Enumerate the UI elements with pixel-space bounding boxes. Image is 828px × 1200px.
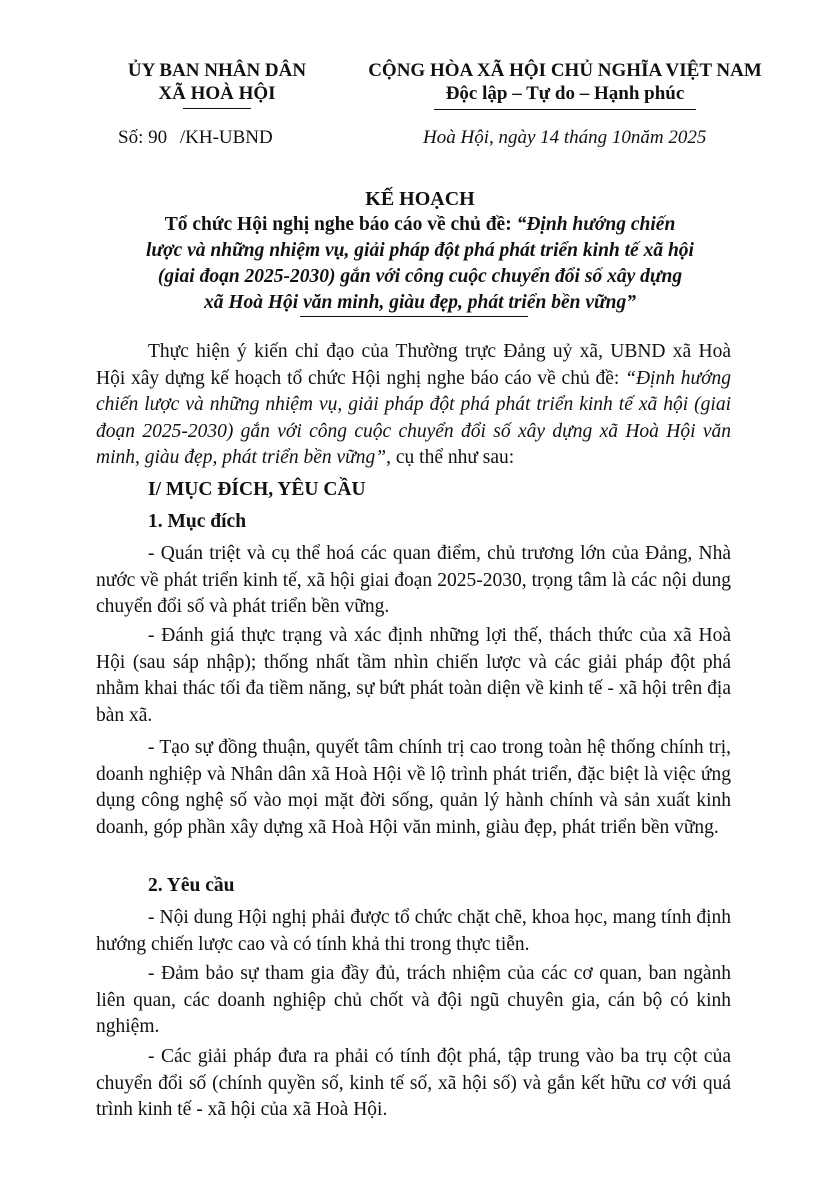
purpose-item-2: - Đánh giá thực trạng và xác định những lợi thế, thách thức của xã Hoà Hội (sau sáp nhập); thống nhất tầm nhìn chiến lược và các giải pháp đột phá nhằm khai thác tối đa tiềm năng, sự bứt phát toàn diện về kinh tế - xã hội trên địa bàn xã. (96, 625, 731, 726)
intro-topic: “Định hướng chiến lược và những nhiệm vụ, giải pháp đột phá phát triển kinh tế xã hội (giai đoạn 2025-2030) gắn với công cuộc chuyển đổi số xây dựng xã Hoà Hội văn minh, giàu đẹp, phát triển bền vững” (96, 367, 732, 468)
title-line-1 (100, 212, 740, 238)
requirement-item-1: - Nội dung Hội nghị phải được tổ chức chặt chẽ, khoa học, mang tính định hướng chiến lược cao và có tính khả thi trong thực tiễn. (96, 907, 731, 955)
title-line-2-text: lược và những nhiệm vụ, giải pháp đột phá phát triển kinh tế xã hội (146, 240, 694, 261)
requirement-item-3: - Các giải pháp đưa ra phải có tính đột phá, tập trung vào ba trụ cột của chuyển đổi số (chính quyền số, kinh tế số, xã hội số) và gắn kết hữu cơ với quá trình kinh tế - xã hội của xã Hoà Hội. (96, 1046, 731, 1120)
intro-paragraph (96, 339, 731, 472)
title-line-3 (100, 264, 740, 290)
title-line-4-text: xã Hoà Hội văn minh, giàu đẹp, phát triển bền vững” (203, 292, 637, 313)
title-underline (300, 316, 528, 317)
document-number (118, 127, 273, 149)
title-line-2 (100, 238, 740, 264)
title-line-4 (100, 290, 740, 316)
title-line-1-italic: “Định hướng chiến (516, 214, 676, 235)
national-motto: Độc lập – Tự do – Hạnh phúc (445, 83, 685, 104)
section-heading: I/ MỤC ĐÍCH, YÊU CẦU (148, 479, 366, 500)
number-symbol: /KH-UBND (179, 127, 273, 148)
issuer-underline (183, 108, 251, 109)
intro-plain-start: Thực hiện ý kiến chỉ đạo của Thường trực Đảng uỷ xã, UBND xã Hoà Hội xây dựng kế hoạch tổ chức Hội nghị nghe báo cáo về chủ đề: (96, 341, 731, 389)
place-date: Hoà Hội, ngày 14 tháng 10năm 2025 (423, 127, 707, 148)
subsection-requirements-heading: 2. Yêu cầu (148, 875, 235, 896)
motto-underline (434, 109, 696, 110)
issuer-name: ỦY BAN NHÂN DÂN (127, 60, 307, 81)
document-title (100, 186, 740, 316)
issuer-commune: XÃ HOÀ HỘI (158, 83, 276, 104)
number-value: 90 (148, 127, 168, 148)
requirement-item-2: - Đảm bảo sự tham gia đầy đủ, trách nhiệm của các cơ quan, ban ngành liên quan, các doanh nghiệp chủ chốt và đội ngũ chuyên gia, cán bộ có kinh nghiệm. (96, 963, 731, 1037)
national-title: CỘNG HÒA XÃ HỘI CHỦ NGHĨA VIỆT NAM (368, 60, 762, 81)
title-line-1-plain: Tổ chức Hội nghị nghe báo cáo về chủ đề: (164, 214, 517, 235)
title-line-3-text: (giai đoạn 2025-2030) gắn với công cuộc chuyển đổi số xây dựng (157, 266, 683, 287)
number-label: Số: (118, 127, 144, 148)
purpose-item-1: - Quán triệt và cụ thể hoá các quan điểm, chủ trương lớn của Đảng, Nhà nước về phát triển kinh tế, xã hội giai đoạn 2025-2030, trọng tâm là các nội dung chuyển đổi số và phát triển bền vững. (96, 543, 731, 617)
document-type: KẾ HOẠCH (365, 188, 475, 210)
purpose-item-3: - Tạo sự đồng thuận, quyết tâm chính trị cao trong toàn hệ thống chính trị, doanh nghiệp và Nhân dân xã Hoà Hội về lộ trình phát triển, đặc biệt là việc ứng dụng công nghệ số vào mọi mặt đời sống, quản lý hành chính và sản xuất kinh doanh, góp phần xây dựng xã Hoà Hội văn minh, giàu đẹp, phát triển bền vững. (96, 737, 731, 838)
subsection-purpose-heading: 1. Mục đích (148, 511, 247, 532)
intro-plain-end: , cụ thể như sau: (386, 447, 515, 468)
